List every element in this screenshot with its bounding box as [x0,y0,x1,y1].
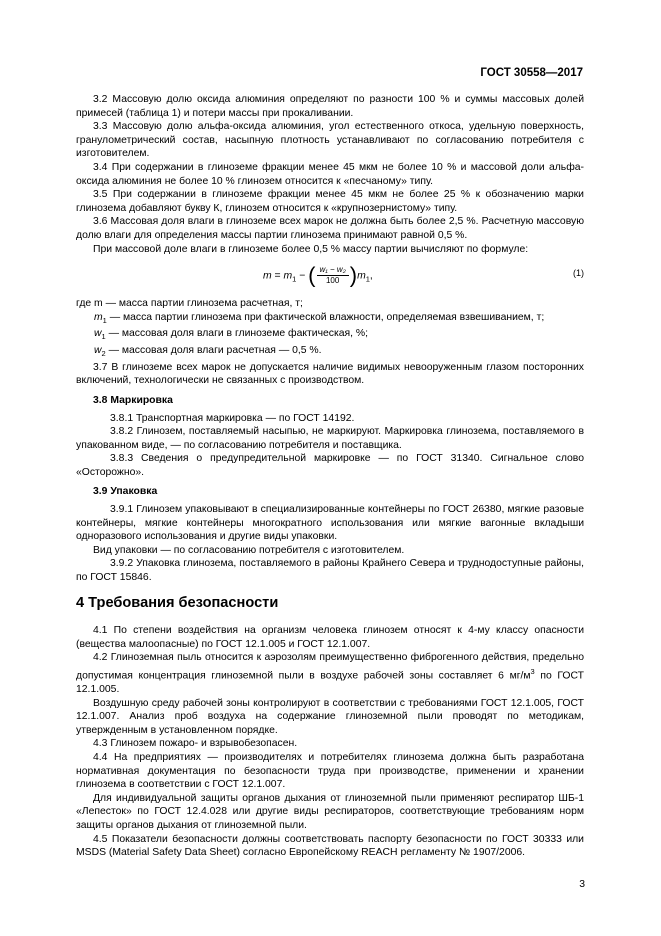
definition-m1 [76,311,584,328]
formula-fraction [317,265,349,286]
paragraph-3-9-1: 3.9.1 Глинозем упаковывают в специализированные контейнеры по ГОСТ 26380, мягкие разовые контейнеры, мягкие контейнеры многократного использования или мягкие вагонные вкладыши одноразового использования и другие виды упаковки. [76,504,584,543]
definition-w2-text: — массовая доля влаги расчетная — 0,5 %. [105,345,322,357]
definition-m1-text: — масса партии глинозема при фактической влажности, определяемая взвешиванием, т; [106,311,545,323]
formula-tail-m: m [357,270,366,282]
formula-paren-left: ( [308,262,316,288]
document-header: ГОСТ 30558—2017 [480,67,583,79]
formula-comma: , [369,270,373,282]
paragraph-3-7: 3.7 В глиноземе всех марок не допускается наличие видимых невооруженным глазом посторонних включений, технологически не связанных с производством. [76,361,584,387]
paragraph-3-5: 3.5 При содержании в глиноземе фракции менее 45 мкм не более 25 % к обозначению марки глинозема добавляют букву К, глинозем относится к «крупнозернистому» типу. [76,189,584,214]
paragraph-3-6: 3.6 Массовая доля влаги в глиноземе всех марок не должна быть более 2,5 %. Расчетную массовую долю влаги для определения массы партии глинозема принимают равной 0,5 %. [76,216,584,241]
paragraph-4-2-end: по ГОСТ 12.1.005. [76,670,585,696]
formula-1 [76,259,584,295]
definition-w2-sub: 2 [101,349,106,359]
paragraph-4-5: 4.5 Показатели безопасности должны соответствовать паспорту безопасности по ГОСТ 30333 или MSDS (Material Safety Data Sheet) согласно Европейскому REACH регламенту № 1907/2006. [76,833,584,859]
paragraph-4-2-air: Воздушную среду рабочей зоны контролируют в соответствии с требованиями ГОСТ 12.1.005, ГОСТ 12.1.007. Анализ проб воздуха на содержание глиноземной пыли проводят по методикам, утвержденным в установленном порядке. [76,697,584,736]
paragraph-4-2 [76,651,584,696]
definition-w2 [76,344,584,361]
section-4-heading: 4 Требования безопасности [76,594,279,611]
paragraph-3-9-2: 3.9.2 Упаковка глинозема, поставляемого в районы Крайнего Севера и труднодоступные районы, по ГОСТ 15846. [76,558,584,584]
paragraph-4-4-respirator: Для индивидуальной защиты органов дыхания от глиноземной пыли применяют респиратор ШБ-1 «Лепесток» по ГОСТ 12.4.028 или другие виды респираторов, соответствующие требованиям норм защиты органов дыхания от глиноземной пыли. [76,792,584,832]
paragraph-4-1: 4.1 По степени воздействия на организм человека глинозем относят к 4-му классу опасности (вещества малоопасные) по ГОСТ 12.1.005 и ГОСТ 12.1.007. [76,625,584,650]
definition-w1 [76,327,584,344]
definition-w1-symbol: w [94,328,102,340]
paragraph-4-4: 4.4 На предприятиях — производителях и потребителях глинозема должна быть разработана нормативная документация по безопасности труда при производстве, применении и хранении глинозема в соответствии с ГОСТ 12.1.007. [76,752,584,791]
formula-paren-right: ) [349,262,358,288]
subsection-3-8-heading: 3.8 Маркировка [93,394,173,406]
formula-m1: m [283,270,293,282]
formula-m: m [263,270,272,282]
definition-m1-sub: 1 [102,315,107,325]
formula-m1-sub: 1 [292,274,297,284]
formula-denominator: 100 [325,276,340,286]
formula-numerator: w₁ − w₂ [317,265,349,276]
paragraph-3-2: 3.2 Массовую долю оксида алюминия определяют по разности 100 % и суммы массовых долей примесей (таблица 1) и потери массы при прокаливании. [76,94,584,119]
paragraph-3-8-3: 3.8.3 Сведения о предупредительной маркировке — по ГОСТ 31340. Сигнальное слово «Осторожно». [76,453,584,478]
equation-number: (1) [573,268,584,279]
definition-m: где m — масса партии глинозема расчетная, т; [76,298,303,310]
definition-w2-symbol: w [94,345,102,357]
formula-minus: − [296,270,309,282]
definition-m1-symbol: m [94,311,103,323]
paragraph-3-8-1: 3.8.1 Транспортная маркировка — по ГОСТ 14192. [110,412,355,424]
definition-w1-text: — массовая доля влаги в глиноземе фактическая, %; [105,328,369,340]
formula-expression [263,262,373,288]
paragraph-3-6-formula-intro: При массовой доле влаги в глиноземе более 0,5 % массу партии вычисляют по формуле: [93,243,529,255]
formula-tail-sub: 1 [365,274,370,284]
formula-definitions [76,297,584,361]
paragraph-4-2-text: 4.2 Глиноземная пыль относится к аэрозолям преимущественно фиброгенного действия, предельно допустимая концентрация глиноземной пыли в воздухе рабочей зоны составляет 6 мг/м [76,652,584,682]
definition-w1-sub: 1 [101,332,106,342]
subsection-3-9-heading: 3.9 Упаковка [93,486,158,498]
paragraph-3-8-2: 3.8.2 Глинозем, поставляемый насыпью, не маркируют. Маркировка глинозема, поставляемого в упакованном виде, — по согласованию потребителя и поставщика. [76,426,584,451]
paragraph-4-3: 4.3 Глинозем пожаро- и взрывобезопасен. [93,738,298,750]
paragraph-3-3: 3.3 Массовую долю альфа-оксида алюминия, угол естественного откоса, удельную поверхность, гранулометрический состав, насыпную плотность устанавливают по согласованию потребителя с изготовителем. [76,121,584,160]
formula-equals: = [271,270,284,282]
page-number: 3 [579,879,585,890]
document-body [76,93,584,860]
paragraph-3-4: 3.4 При содержании в глиноземе фракции менее 45 мкм не более 10 % и массовой доли альфа-оксида алюминия не более 10 % глинозем относится к «песчаному» типу. [76,161,584,187]
paragraph-3-9-1-packaging: Вид упаковки — по согласованию потребителя с изготовителем. [93,544,405,556]
paragraph-4-2-superscript: 3 [530,667,535,677]
